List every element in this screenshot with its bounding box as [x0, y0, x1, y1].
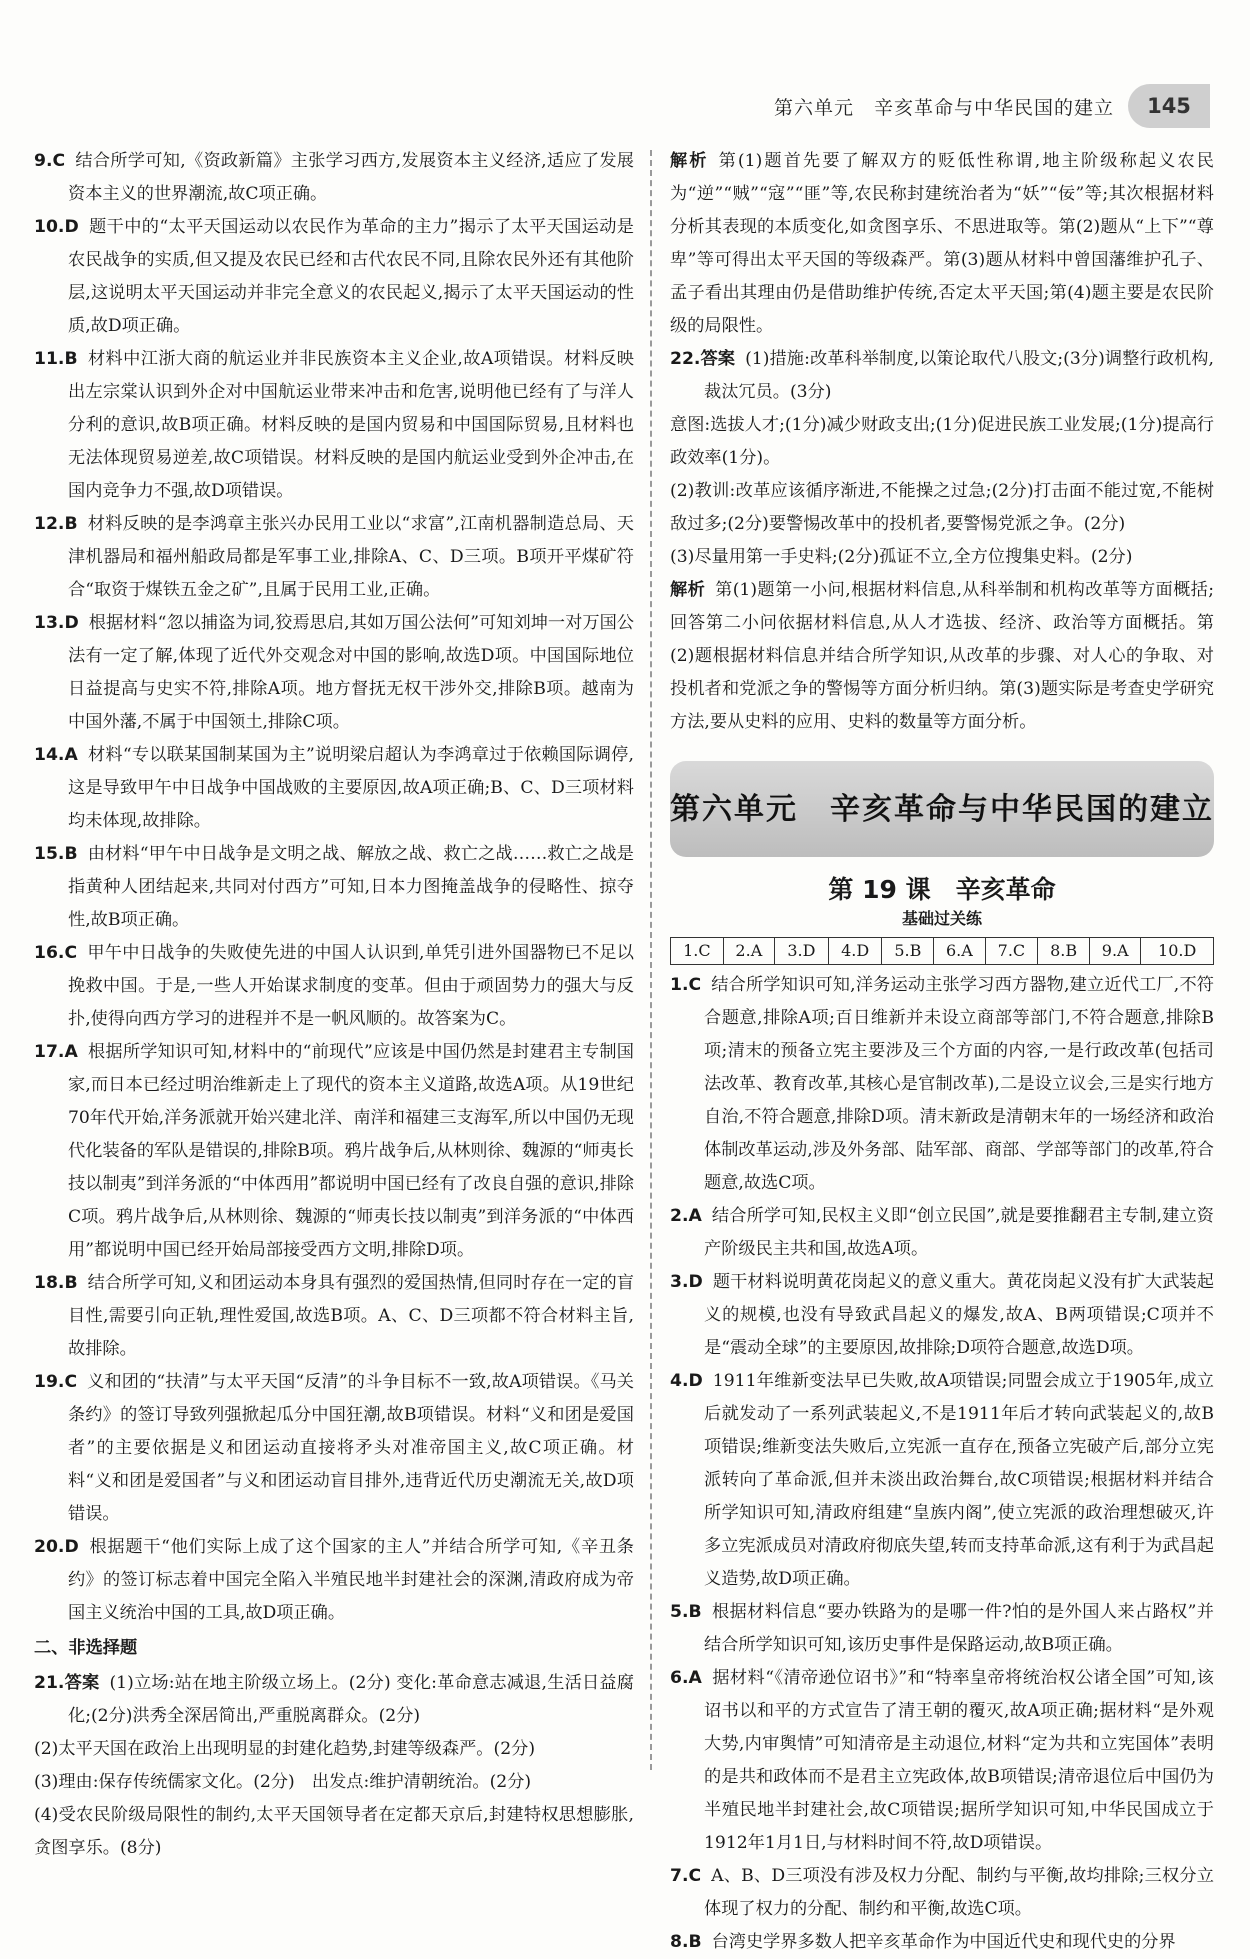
- answer-item: 2.A 结合所学可知,民权主义即“创立民国”,就是要推翻君主专制,建立资产阶级民主共和国,故选A项。: [670, 1206, 1214, 1259]
- answer-item: 1.C 结合所学知识可知,洋务运动主张学习西方器物,建立近代工厂,不符合题意,排除A项;百日维新并未设立商部等部门,不符合题意,排除B项;清末的预备立宪主要涉及三个方面的内容,一是行政改革(包括司法改革、教育改革,其核心是官制改革),二是设立议会,三是实行地方自治,不符合题意,排除D项。清末新政是清朝末年的一场经济和政治体制改革运动,涉及外务部、陆军部、商部、学部等部门的改革,符合题意,故选C项。: [670, 975, 1214, 1193]
- answer-key-cell: 8.B: [1038, 938, 1090, 965]
- answer-key-cell: 1.C: [671, 938, 724, 965]
- answer-key-cell: 10.D: [1141, 938, 1214, 965]
- answer-item: 7.C A、B、D三项没有涉及权力分配、制约与平衡,故均排除;三权分立体现了权力的分配、制约和平衡,故选C项。: [670, 1866, 1214, 1919]
- answer-key-cell: 3.D: [775, 938, 829, 965]
- answer-line: (3)理由:保存传统儒家文化。(2分) 出发点:维护清朝统治。(2分): [34, 1772, 532, 1792]
- answer-key-cell: 4.D: [828, 938, 882, 965]
- analysis-paragraph: 解析 第(1)题首先要了解双方的贬低性称谓,地主阶级称起义农民为“逆”“贼”“寇”“匪”等,农民称封建统治者为“妖”“佞”等;其次根据材料分析其表现的本质变化,如贪图享乐、不思进取等。第(2)题从“上下”“尊卑”等可得出太平天国的等级森严。第(3)题从材料中曾国藩维护孔子、孟子看出其理由仍是借助维护传统,否定太平天国;第(4)题主要是农民阶级的局限性。: [670, 151, 1214, 336]
- answer-item: 15.B 由材料“甲午中日战争是文明之战、解放之战、救亡之战……救亡之战是指黄种人团结起来,共同对付西方”可知,日本力图掩盖战争的侵略性、掠夺性,故B项正确。: [34, 844, 634, 930]
- answer-item: 19.C 义和团的“扶清”与太平天国“反清”的斗争目标不一致,故A项错误。《马关条约》的签订导致列强掀起瓜分中国狂潮,故B项错误。材料“义和团是爱国者”的主要依据是义和团运动直接将矛头对准帝国主义,故C项正确。材料“义和团是爱国者”与义和团运动盲目排外,违背近代历史潮流无关,故D项错误。: [34, 1372, 634, 1524]
- answer-item: 22.答案 (1)措施:改革科举制度,以策论取代八股文;(3分)调整行政机构,裁汰冗员。(3分): [670, 349, 1215, 402]
- analysis-paragraph: 解析 第(1)题第一小问,根据材料信息,从科举制和机构改革等方面概括;回答第二小问依据材料信息,从人才选拔、经济、政治等方面概括。第(2)题根据材料信息并结合所学知识,从改革的步骤、对人心的争取、对投机者和党派之争的警惕等方面分析归纳。第(3)题实际是考查史学研究方法,要从史料的应用、史料的数量等方面分析。: [670, 580, 1214, 732]
- answer-line: (2)教训:改革应该循序渐进,不能操之过急;(2分)打击面不能过宽,不能树敌过多;(2分)要警惕改革中的投机者,要警惕党派之争。(2分): [670, 481, 1214, 534]
- answer-item: 6.A 据材料“《清帝逊位诏书》”和“特率皇帝将统治权公诸全国”可知,该诏书以和平的方式宣告了清王朝的覆灭,故A项正确;据材料“是外观大势,内审舆情”可知清帝是主动退位,材料“定为共和立宪国体”表明的是共和政体而不是君主立宪政体,故B项错误;清帝退位后中国仍为半殖民地半封建社会,故C项错误;据所学知识可知,中华民国成立于1912年1月1日,与材料时间不符,故D项错误。: [670, 1668, 1214, 1853]
- answer-item: 4.D 1911年维新变法早已失败,故A项错误;同盟会成立于1905年,成立后就发动了一系列武装起义,不是1911年后才转向武装起义的,故B项错误;维新变法失败后,立宪派一直存在,预备立宪破产后,部分立宪派转向了革命派,但并未淡出政治舞台,故C项错误;根据材料并结合所学知识可知,清政府组建“皇族内阁”,使立宪派的政治理想破灭,许多立宪派成员对清政府彻底失望,转而支持革命派,这有利于为武昌起义造势,故D项正确。: [670, 1371, 1214, 1589]
- answer-line: (2)太平天国在政治上出现明显的封建化趋势,封建等级森严。(2分): [34, 1739, 536, 1759]
- answer-key-cell: 7.C: [985, 938, 1038, 965]
- answer-key-cell: 6.A: [934, 938, 985, 965]
- right-column: [670, 145, 1214, 1959]
- lesson-title: 第 19 课 辛亥革命: [828, 875, 1056, 904]
- answer-item: 16.C 甲午中日战争的失败使先进的中国人认识到,单凭引进外国器物已不足以挽救中国。于是,一些人开始谋求制度的变革。但由于顽固势力的强大与反扑,使得向西方学习的进程并不是一帆风顺的。故答案为C。: [34, 943, 634, 1029]
- running-title: 第六单元 辛亥革命与中华民国的建立: [773, 96, 1114, 119]
- answer-item: 12.B 材料反映的是李鸿章主张兴办民用工业以“求富”,江南机器制造总局、天津机器局和福州船政局都是军事工业,排除A、C、D三项。B项开平煤矿符合“取资于煤铁五金之矿”,且属于民用工业,正确。: [34, 514, 634, 600]
- answer-item: 18.B 结合所学可知,义和团运动本身具有强烈的爱国热情,但同时存在一定的盲目性,需要引向正轨,理性爱国,故选B项。A、C、D三项都不符合材料主旨,故排除。: [34, 1273, 634, 1359]
- answer-line: (4)受农民阶级局限性的制约,太平天国领导者在定都天京后,封建特权思想膨胀,贪图享乐。(8分): [34, 1805, 634, 1858]
- answer-item: 3.D 题干材料说明黄花岗起义的意义重大。黄花岗起义没有扩大武装起义的规模,也没有导致武昌起义的爆发,故A、B两项错误;C项并不是“震动全球”的主要原因,故排除;D项符合题意,故选D项。: [670, 1272, 1214, 1358]
- answer-key-table: [670, 937, 1214, 965]
- answer-line: 意图:选拔人才;(1分)减少财政支出;(1分)促进民族工业发展;(1分)提高行政效率(1分)。: [670, 415, 1214, 468]
- answer-item: 5.B 根据材料信息“要办铁路为的是哪一件?怕的是外国人来占路权”并结合所学知识可知,该历史事件是保路运动,故B项正确。: [670, 1602, 1214, 1655]
- answer-line: (3)尽量用第一手史料;(2分)孤证不立,全方位搜集史料。(2分): [670, 547, 1133, 567]
- section-heading: 二、非选择题: [34, 1638, 138, 1658]
- practice-subtitle: 基础过关练: [901, 909, 982, 928]
- answer-item: 10.D 题干中的“太平天国运动以农民作为革命的主力”揭示了太平天国运动是农民战争的实质,但又提及农民已经和古代农民不同,且除农民外还有其他阶层,这说明太平天国运动并非完全意义的农民起义,揭示了太平天国运动的性质,故D项正确。: [34, 217, 634, 336]
- answer-item: 13.D 根据材料“忽以捕盗为词,狡焉思启,其如万国公法何”可知刘坤一对万国公法有一定了解,体现了近代外交观念对中国的影响,故选D项。中国国际地位日益提高与史实不符,排除A项。地方督抚无权干涉外交,排除B项。越南为中国外藩,不属于中国领土,排除C项。: [34, 613, 634, 732]
- left-column: [34, 145, 634, 1865]
- answer-item: 11.B 材料中江浙大商的航运业并非民族资本主义企业,故A项错误。材料反映出左宗棠认识到外企对中国航运业带来冲击和危害,说明他已经有了与洋人分利的意识,故B项正确。材料反映的是国内贸易和中国国际贸易,且材料也无法体现贸易逆差,故C项错误。材料反映的是国内航运业受到外企冲击,在国内竞争力不强,故D项错误。: [34, 349, 634, 501]
- answer-item: 17.A 根据所学知识可知,材料中的“前现代”应该是中国仍然是封建君主专制国家,而日本已经过明治维新走上了现代的资本主义道路,故选A项。从19世纪70年代开始,洋务派就开始兴建北洋、南洋和福建三支海军,所以中国仍无现代化装备的军队是错误的,排除B项。鸦片战争后,从林则徐、魏源的“师夷长技以制夷”到洋务派的“中体西用”都说明中国已经有了改良自强的意识,排除C项。鸦片战争后,从林则徐、魏源的“师夷长技以制夷”到洋务派的“中体西用”都说明中国已经开始局部接受西方文明,排除D项。: [34, 1042, 634, 1260]
- answer-key-cell: 2.A: [723, 938, 774, 965]
- unit-banner: 第六单元 辛亥革命与中华民国的建立: [670, 761, 1214, 857]
- answer-item: 14.A 材料“专以联某国制某国为主”说明梁启超认为李鸿章过于依赖国际调停,这是导致甲午中日战争中国战败的主要原因,故A项正确;B、C、D三项材料均未体现,故排除。: [34, 745, 634, 831]
- page-header: [774, 84, 1210, 128]
- answer-key-cell: 5.B: [882, 938, 934, 965]
- column-divider: [650, 150, 652, 1770]
- answer-item: 9.C 结合所学可知,《资政新篇》主张学习西方,发展资本主义经济,适应了发展资本主义的世界潮流,故C项正确。: [34, 151, 634, 204]
- answer-item: 21.答案 (1)立场:站在地主阶级立场上。(2分) 变化:革命意志减退,生活日益腐化;(2分)洪秀全深居简出,严重脱离群众。(2分): [34, 1673, 634, 1726]
- page-number: 145: [1128, 84, 1210, 128]
- answer-key-cell: 9.A: [1090, 938, 1141, 965]
- answer-item: 8.B 台湾史学界多数人把辛亥革命作为中国近代史和现代史的分界: [670, 1932, 1176, 1952]
- answer-item: 20.D 根据题干“他们实际上成了这个国家的主人”并结合所学可知,《辛丑条约》的签订标志着中国完全陷入半殖民地半封建社会的深渊,清政府成为帝国主义统治中国的工具,故D项正确。: [34, 1537, 634, 1623]
